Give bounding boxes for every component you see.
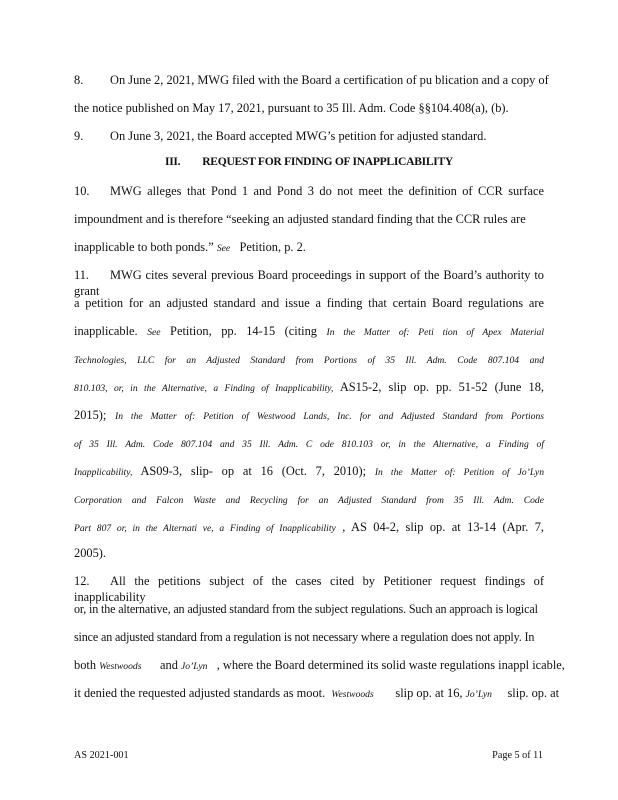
italic-run: In the Matter of: Petition of Westwood Lands, Inc. for and Adjusted Standard from Portions	[115, 411, 544, 422]
paragraph-11-line-10	[74, 519, 544, 537]
text-run: inapplicable to both ponds.”	[74, 240, 214, 254]
text-run: a petition for an adjusted standard and issue a finding that certain Board regulations are	[74, 296, 544, 310]
paragraph-number: 8.	[74, 73, 84, 87]
paragraph-number: 11.	[74, 268, 90, 282]
text-run: AS15-2, slip op. pp. 51-52 (June 18,	[339, 380, 544, 394]
paragraph-11-line-11	[74, 545, 544, 561]
footer-docket-number: AS 2021-001	[74, 750, 129, 761]
paragraph-11-line-4	[74, 351, 544, 369]
text-run: or, in the alternative, an adjusted standard from the subject regulations. Such an approach is logical	[74, 602, 538, 616]
section-heading	[0, 155, 618, 168]
paragraph-number: 9.	[74, 129, 84, 143]
italic-run: See	[147, 327, 161, 338]
italic-run: Corporation and Falcon Waste and Recycling for an Adjusted Standard from 35 Ill. Adm. Code	[74, 495, 544, 506]
text-run: since an adjusted standard from a regulation is not necessary where a regulation does not apply. In	[74, 630, 535, 644]
paragraph-12-line-2	[74, 601, 544, 617]
text-run: impoundment and is therefore “seeking an adjusted standard finding that the CCR rules are	[74, 212, 526, 226]
text-run: On June 3, 2021, the Board accepted MWG’s petition for adjusted standard.	[110, 129, 487, 143]
text-run: 2005).	[74, 546, 107, 560]
paragraph-11-line-6	[74, 407, 544, 425]
paragraph-10-line-3	[74, 239, 544, 257]
text-run: Petition, pp. 14-15 (citing	[170, 324, 317, 338]
paragraph-9-line-1	[74, 128, 544, 144]
text-run: inapplicable.	[74, 324, 138, 338]
italic-run: Part 807 or, in the Alternati ve, a Finding of Inapplicability	[74, 523, 336, 534]
text-run: both	[74, 658, 97, 672]
italic-run: In the Matter of: Peti tion of Apex Material	[326, 327, 544, 338]
paragraph-8-line-2	[74, 100, 544, 116]
text-run: All the petitions subject of the cases cited by Petitioner request findings of inapplicability	[74, 574, 544, 604]
italic-run: Westwoods	[99, 661, 142, 672]
paragraph-12-line-5	[74, 685, 560, 703]
footer-page-number: Page 5 of 11	[492, 750, 543, 761]
italic-run: Inapplicability,	[74, 467, 133, 478]
paragraph-11-line-7	[74, 435, 544, 453]
text-run: 2015);	[74, 408, 107, 422]
paragraph-10-line-1	[74, 183, 544, 199]
text-run: MWG cites several previous Board proceedings in support of the Board’s authority to grant	[74, 268, 544, 298]
paragraph-8-line-1	[74, 72, 549, 88]
paragraph-number: 12.	[74, 574, 90, 588]
paragraph-11-line-2	[74, 295, 544, 311]
section-title: REQUEST FOR FINDING OF INAPPLICABILITY	[202, 155, 454, 168]
italic-run: 810.103, or, in the Alternative, a Finding of Inapplicability,	[74, 383, 334, 394]
text-run: and	[160, 658, 178, 672]
text-run: slip. op. at	[507, 686, 560, 700]
paragraph-11-line-5	[74, 379, 544, 397]
section-numeral: III.	[164, 155, 181, 168]
italic-run: Jo’Lyn	[181, 661, 208, 672]
text-run: AS09-3, slip- op at 16 (Oct. 7, 2010);	[140, 464, 367, 478]
text-run: slip op. at 16,	[395, 686, 463, 700]
text-run: MWG alleges that Pond 1 and Pond 3 do not meet the definition of CCR surface	[110, 184, 544, 198]
text-run: , AS 04-2, slip op. at 13-14 (Apr. 7,	[342, 520, 545, 534]
text-run: , where the Board determined its solid waste regulations inappl icable,	[216, 658, 565, 672]
paragraph-12-line-4	[74, 657, 565, 675]
text-run: Petition, p. 2.	[239, 240, 306, 254]
text-run: On June 2, 2021, MWG filed with the Board a certification of pu blication and a copy of	[110, 73, 549, 87]
paragraph-11-line-3	[74, 323, 544, 341]
italic-run: of 35 Ill. Adm. Code 807.104 and 35 Ill. Adm. C ode 810.103 or, in the Alternative, a Finding of	[74, 439, 544, 450]
paragraph-11-line-8	[74, 463, 544, 481]
italic-run: In the Matter of: Petition of Jo’Lyn	[374, 467, 544, 478]
italic-run: Technologies, LLC for an Adjusted Standard from Portions of 35 Ill. Adm. Code 807.104 and	[74, 355, 544, 366]
italic-run: Jo’Lyn	[465, 689, 492, 700]
text-run: the notice published on May 17, 2021, pursuant to 35 Ill. Adm. Code §§104.408(a), (b).	[74, 101, 509, 115]
text-run: it denied the requested adjusted standards as moot.	[74, 686, 326, 700]
paragraph-12-line-3	[74, 629, 544, 645]
paragraph-11-line-9	[74, 491, 544, 509]
italic-run: Westwoods	[331, 689, 374, 700]
italic-run: See	[216, 243, 231, 254]
paragraph-10-line-2	[74, 211, 544, 227]
paragraph-number: 10.	[74, 184, 90, 198]
